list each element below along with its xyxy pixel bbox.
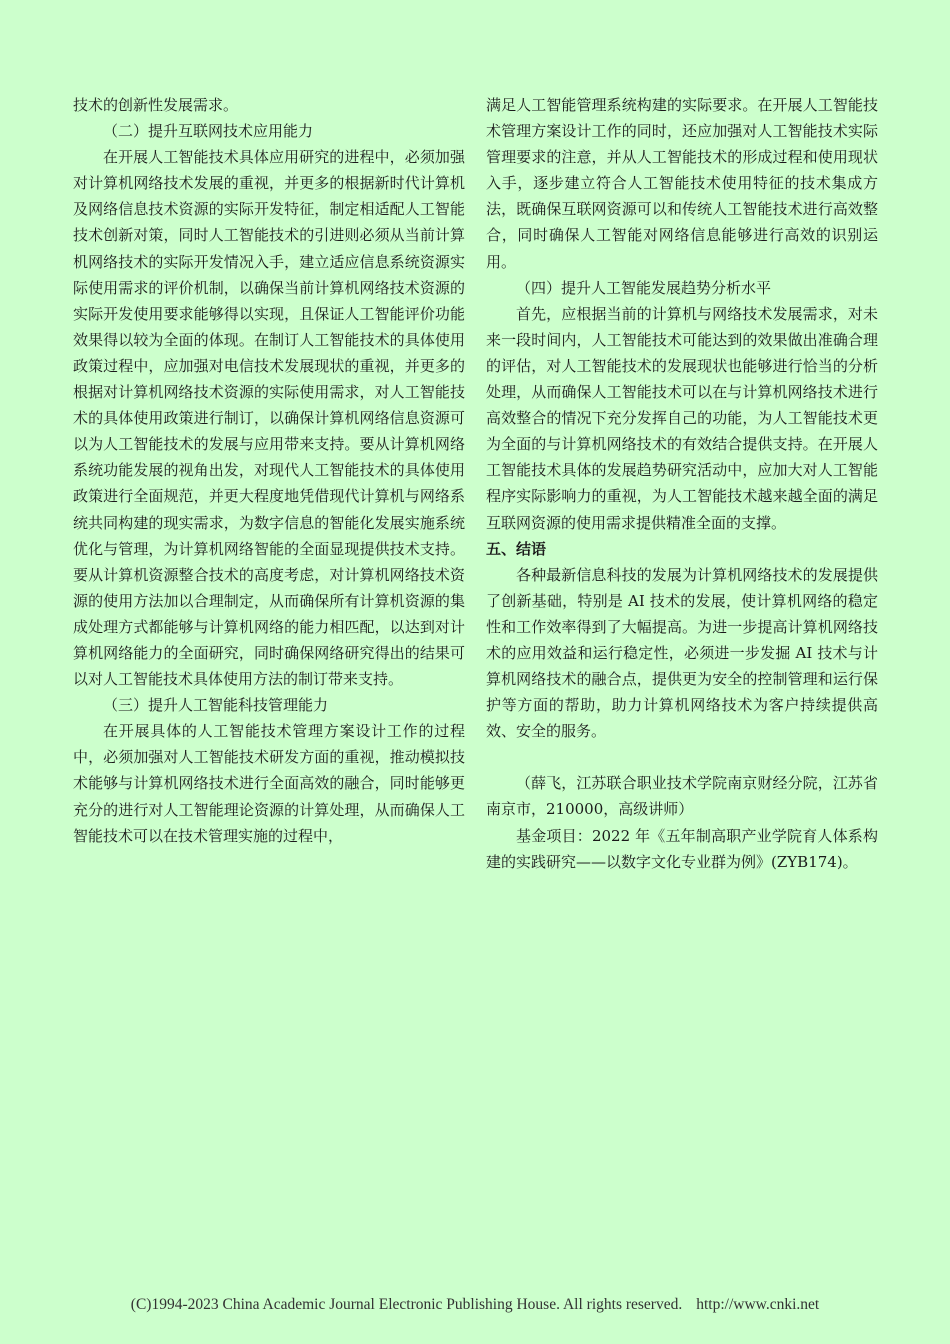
- copyright-notice: (C)1994-2023 China Academic Journal Electronic Publishing House. All rights reserved.: [130, 1296, 683, 1313]
- right-column: [486, 92, 878, 875]
- fund-info: 基金项目：2022 年《五年制高职产业学院育人体系构建的实践研究——以数字文化专业群为例》(ZYB174)。: [486, 826, 878, 871]
- left-column: [73, 92, 465, 849]
- paragraph-trend-analysis: 首先，应根据当前的计算机与网络技术发展需求，对未来一段时间内，人工智能技术可能达到的效果做出准确合理的评估，对人工智能技术的发展现状也能够进行恰当的分析处理，从而确保人工智能技术可以在与计算机网络技术进行高效整合的情况下充分发挥自己的功能，为人工智能技术更为全面的与计算机网络技术的有效结合提供支持。在开展人工智能技术具体的发展趋势研究活动中，应加大对人工智能程序实际影响力的重视，为人工智能技术越来越全面的满足互联网资源的使用需求提供精准全面的支撑。: [486, 304, 878, 532]
- paragraph-management-design: 在开展具体的人工智能技术管理方案设计工作的过程中，必须加强对人工智能技术研发方面的重视，推动模拟技术能够与计算机网络技术进行全面高效的融合，同时能够更充分的进行对人工智能理论资源的计算处理，从而确保人工智能技术可以在技术管理实施的过程中，: [73, 722, 465, 845]
- paragraph-continuation: 技术的创新性发展需求。: [73, 96, 239, 114]
- footer: [0, 1296, 950, 1314]
- paragraph-internet-tech: 在开展人工智能技术具体应用研究的进程中，必须加强对计算机网络技术发展的重视，并更多的根据新时代计算机及网络信息技术资源的实际开发特征，制定相适配人工智能技术创新对策，同时人工智能技术的引进则必须从当前计算机网络技术的实际开发情况入手，建立适应信息系统资源实际使用需求的评价机制，以确保当前计算机网络技术资源的实际开发使用要求能够得以实现，且保证人工智能评价功能效果得以较为全面的体现。在制订人工智能技术的具体使用政策过程中，应加强对电信技术发展现状的重视，并更多的根据对计算机网络技术资源的实际使用需求，对人工智能技术的具体使用政策进行制订，以确保计算机网络信息资源可以为人工智能技术的发展与应用带来支持。要从计算机网络系统功能发展的视角出发，对现代人工智能技术的具体使用政策进行全面规范，并更大程度地凭借现代计算机与网络系统共同构建的现实需求，为数字信息的智能化发展实施系统优化与管理，为计算机网络智能的全面显现提供技术支持。要从计算机资源整合技术的高度考虑，对计算机网络技术资源的使用方法加以合理制定，从而确保所有计算机资源的集成处理方式都能够与计算机网络的能力相匹配，以达到对计算机网络能力的全面研究，同时确保网络研究得出的结果可以对人工智能技术具体使用方法的制订带来支持。: [73, 148, 465, 689]
- section-heading-conclusion: 五、结语: [486, 539, 547, 558]
- section-heading-2: （二）提升互联网技术应用能力: [103, 122, 314, 141]
- section-heading-4: （四）提升人工智能发展趋势分析水平: [516, 278, 772, 297]
- cnki-link[interactable]: http://www.cnki.net: [696, 1296, 820, 1313]
- author-info: （薛飞，江苏联合职业技术学院南京财经分院，江苏省南京市，210000，高级讲师）: [486, 774, 878, 819]
- blank-line: [486, 744, 878, 770]
- paragraph-conclusion: 各种最新信息科技的发展为计算机网络技术的发展提供了创新基础，特别是 AI 技术的发展，使计算机网络的稳定性和工作效率得到了大幅提高。为进一步提高计算机网络技术的应用效益和运行稳定性，必须进一步发掘 AI 技术与计算机网络技术的融合点，提供更为安全的控制管理和运行保护等方面的帮助，助力计算机网络技术为客户持续提供高效、安全的服务。: [486, 565, 878, 741]
- paragraph-continuation-right: 满足人工智能管理系统构建的实际要求。在开展人工智能技术管理方案设计工作的同时，还应加强对人工智能技术实际管理要求的注意，并从人工智能技术的形成过程和使用现状入手，逐步建立符合人工智能技术使用特征的技术集成方法，既确保互联网资源可以和传统人工智能技术进行高效整合，同时确保人工智能对网络信息能够进行高效的识别运用。: [486, 96, 878, 271]
- section-heading-3: （三）提升人工智能科技管理能力: [103, 696, 329, 715]
